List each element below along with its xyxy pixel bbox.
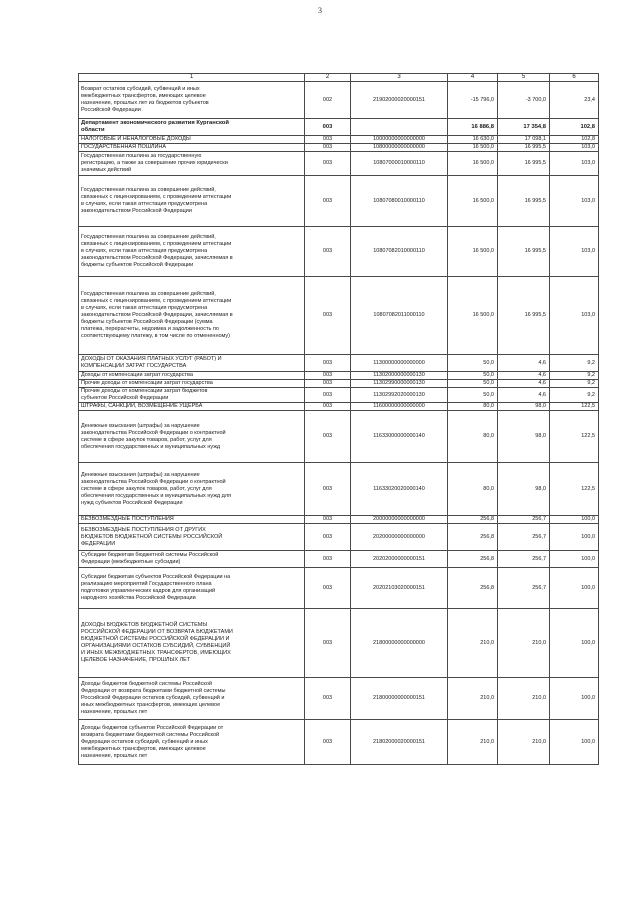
row-actual-value: 17 354,8 bbox=[498, 119, 550, 136]
table-row bbox=[79, 609, 599, 678]
row-actual-value: 256,7 bbox=[498, 516, 550, 524]
row-admin-code: 003 bbox=[305, 144, 351, 152]
row-percent-value: 9,2 bbox=[550, 355, 599, 372]
row-plan-value: -15 796,0 bbox=[448, 82, 498, 119]
table-row bbox=[79, 678, 599, 720]
header-row bbox=[79, 74, 599, 82]
table-row bbox=[79, 403, 599, 411]
row-classification-code: 10807000010000110 bbox=[351, 152, 448, 176]
row-actual-value: 4,6 bbox=[498, 355, 550, 372]
row-classification-code: 21902000020000151 bbox=[351, 82, 448, 119]
row-plan-value: 16 500,0 bbox=[448, 152, 498, 176]
row-percent-value: 9,2 bbox=[550, 372, 599, 380]
row-admin-code: 003 bbox=[305, 277, 351, 355]
row-name: ДОХОДЫ ОТ ОКАЗАНИЯ ПЛАТНЫХ УСЛУГ (РАБОТ) И КОМПЕНСАЦИИ ЗАТРАТ ГОСУДАРСТВА bbox=[79, 355, 305, 372]
row-actual-value: 16 995,5 bbox=[498, 227, 550, 277]
row-classification-code: 21800000000000000 bbox=[351, 609, 448, 678]
row-percent-value: 103,0 bbox=[550, 176, 599, 227]
row-admin-code: 003 bbox=[305, 551, 351, 568]
table-row bbox=[79, 277, 599, 355]
header-col-4: 4 bbox=[448, 74, 498, 82]
table-row bbox=[79, 380, 599, 388]
row-classification-code: 11302992020000130 bbox=[351, 388, 448, 403]
row-plan-value: 16 500,0 bbox=[448, 144, 498, 152]
row-plan-value: 16 500,0 bbox=[448, 176, 498, 227]
row-plan-value: 50,0 bbox=[448, 355, 498, 372]
row-percent-value: 9,2 bbox=[550, 388, 599, 403]
row-actual-value: 210,0 bbox=[498, 720, 550, 765]
row-plan-value: 16 500,0 bbox=[448, 227, 498, 277]
revenue-table bbox=[78, 73, 599, 765]
table-row bbox=[79, 568, 599, 609]
row-plan-value: 50,0 bbox=[448, 388, 498, 403]
row-plan-value: 16 500,0 bbox=[448, 277, 498, 355]
row-classification-code bbox=[351, 119, 448, 136]
row-admin-code: 003 bbox=[305, 463, 351, 516]
row-percent-value: 100,0 bbox=[550, 609, 599, 678]
row-name: Прочие доходы от компенсации затрат государства bbox=[79, 380, 305, 388]
row-plan-value: 80,0 bbox=[448, 403, 498, 411]
row-plan-value: 256,8 bbox=[448, 516, 498, 524]
row-name: Государственная пошлина за совершение действий, связанных с лицензированием, с проведением аттестации в случаях, если такая аттестация предусмотрена законодательством Российской Федерации, зачисляемая в бюджеты субъектов Российской Федерации (сумма платежа, перерасчеты, недоимка и задолженность по соответствующему платежу, в том числе по отмененному) bbox=[79, 277, 305, 355]
header-col-2: 2 bbox=[305, 74, 351, 82]
row-admin-code: 003 bbox=[305, 372, 351, 380]
row-classification-code: 20000000000000000 bbox=[351, 516, 448, 524]
table-row bbox=[79, 372, 599, 380]
row-name: БЕЗВОЗМЕЗДНЫЕ ПОСТУПЛЕНИЯ ОТ ДРУГИХ БЮДЖЕТОВ БЮДЖЕТНОЙ СИСТЕМЫ РОССИЙСКОЙ ФЕДЕРАЦИИ bbox=[79, 524, 305, 551]
row-plan-value: 50,0 bbox=[448, 372, 498, 380]
row-classification-code: 10800000000000000 bbox=[351, 144, 448, 152]
row-name: Доходы бюджетов бюджетной системы Российской Федерации от возврата бюджетами бюджетной системы Российской Федерации остатков субсидий, субвенций и иных межбюджетных трансфертов, имеющих целевое назначение, прошлых лет bbox=[79, 678, 305, 720]
row-classification-code: 21800000000000151 bbox=[351, 678, 448, 720]
row-percent-value: 102,8 bbox=[550, 119, 599, 136]
row-admin-code: 002 bbox=[305, 82, 351, 119]
row-name: Субсидии бюджетам бюджетной системы Российской Федерации (межбюджетные субсидии) bbox=[79, 551, 305, 568]
row-actual-value: 16 995,5 bbox=[498, 152, 550, 176]
row-percent-value: 102,8 bbox=[550, 136, 599, 144]
row-plan-value: 50,0 bbox=[448, 380, 498, 388]
row-actual-value: 210,0 bbox=[498, 609, 550, 678]
row-admin-code: 003 bbox=[305, 152, 351, 176]
row-name: Доходы от компенсации затрат государства bbox=[79, 372, 305, 380]
row-admin-code: 003 bbox=[305, 516, 351, 524]
row-percent-value: 122,5 bbox=[550, 411, 599, 463]
table-row bbox=[79, 152, 599, 176]
row-name: Государственная пошлина за совершение действий, связанных с лицензированием, с проведением аттестации в случаях, если такая аттестация предусмотрена законодательством Российской Федерации bbox=[79, 176, 305, 227]
row-plan-value: 256,8 bbox=[448, 568, 498, 609]
row-admin-code: 003 bbox=[305, 720, 351, 765]
row-admin-code: 003 bbox=[305, 380, 351, 388]
row-classification-code: 11600000000000000 bbox=[351, 403, 448, 411]
row-name: Денежные взыскания (штрафы) за нарушение законодательства Российской Федерации о контрактной системе в сфере закупок товаров, работ, услуг для обеспечения государственных и муниципальных нужд bbox=[79, 411, 305, 463]
row-classification-code: 20200000000000000 bbox=[351, 524, 448, 551]
header-col-6: 6 bbox=[550, 74, 599, 82]
row-name: ДОХОДЫ БЮДЖЕТОВ БЮДЖЕТНОЙ СИСТЕМЫ РОССИЙСКОЙ ФЕДЕРАЦИИ ОТ ВОЗВРАТА БЮДЖЕТАМИ БЮДЖЕТНОЙ СИСТЕМЫ РОССИЙСКОЙ ФЕДЕРАЦИИ И ОРГАНИЗАЦИЯМИ ОСТАТКОВ СУБСИДИЙ, СУБВЕНЦИЙ И ИНЫХ МЕЖБЮДЖЕТНЫХ ТРАНСФЕРТОВ, ИМЕЮЩИХ ЦЕЛЕВОЕ НАЗНАЧЕНИЕ, ПРОШЛЫХ ЛЕТ bbox=[79, 609, 305, 678]
table-row bbox=[79, 463, 599, 516]
row-actual-value: 98,0 bbox=[498, 411, 550, 463]
table-row bbox=[79, 176, 599, 227]
row-actual-value: 256,7 bbox=[498, 524, 550, 551]
row-classification-code: 10807080010000110 bbox=[351, 176, 448, 227]
row-actual-value: 256,7 bbox=[498, 551, 550, 568]
row-admin-code: 003 bbox=[305, 119, 351, 136]
row-percent-value: 100,0 bbox=[550, 551, 599, 568]
row-actual-value: 4,6 bbox=[498, 388, 550, 403]
row-actual-value: 256,7 bbox=[498, 568, 550, 609]
row-percent-value: 9,2 bbox=[550, 380, 599, 388]
row-classification-code: 11302990000000130 bbox=[351, 380, 448, 388]
row-admin-code: 003 bbox=[305, 227, 351, 277]
row-name: Департамент экономического развития Курганской области bbox=[79, 119, 305, 136]
row-admin-code: 003 bbox=[305, 355, 351, 372]
row-actual-value: 16 995,5 bbox=[498, 144, 550, 152]
row-actual-value: -3 700,0 bbox=[498, 82, 550, 119]
row-plan-value: 210,0 bbox=[448, 609, 498, 678]
row-admin-code: 003 bbox=[305, 524, 351, 551]
row-name: БЕЗВОЗМЕЗДНЫЕ ПОСТУПЛЕНИЯ bbox=[79, 516, 305, 524]
row-admin-code: 003 bbox=[305, 136, 351, 144]
page-number: 3 bbox=[318, 6, 322, 15]
row-classification-code: 11300000000000000 bbox=[351, 355, 448, 372]
row-name: ГОСУДАРСТВЕННАЯ ПОШЛИНА bbox=[79, 144, 305, 152]
row-actual-value: 17 098,1 bbox=[498, 136, 550, 144]
row-percent-value: 100,0 bbox=[550, 678, 599, 720]
row-admin-code: 003 bbox=[305, 411, 351, 463]
row-percent-value: 100,0 bbox=[550, 524, 599, 551]
row-plan-value: 16 886,8 bbox=[448, 119, 498, 136]
table-row bbox=[79, 411, 599, 463]
row-name: Государственная пошлина за государственную регистрацию, а также за совершение прочих юридически значимых действий bbox=[79, 152, 305, 176]
row-name: Субсидии бюджетам субъектов Российской Федерации на реализацию мероприятий Государственного плана подготовки управленческих кадров для организаций народного хозяйства Российской Федерации bbox=[79, 568, 305, 609]
row-admin-code: 003 bbox=[305, 176, 351, 227]
row-classification-code: 10000000000000000 bbox=[351, 136, 448, 144]
row-plan-value: 16 630,0 bbox=[448, 136, 498, 144]
row-name: Доходы бюджетов субъектов Российской Федерации от возврата бюджетами бюджетной системы Российской Федерации остатков субсидий, субвенций и иных межбюджетных трансфертов, имеющих целевое назначение, прошлых лет bbox=[79, 720, 305, 765]
row-admin-code: 003 bbox=[305, 678, 351, 720]
row-admin-code: 003 bbox=[305, 568, 351, 609]
row-classification-code: 11302000000000130 bbox=[351, 372, 448, 380]
row-percent-value: 122,5 bbox=[550, 403, 599, 411]
row-admin-code: 003 bbox=[305, 403, 351, 411]
row-name: ШТРАФЫ, САНКЦИИ, ВОЗМЕЩЕНИЕ УЩЕРБА bbox=[79, 403, 305, 411]
row-actual-value: 98,0 bbox=[498, 403, 550, 411]
table-row bbox=[79, 516, 599, 524]
row-name: Государственная пошлина за совершение действий, связанных с лицензированием, с проведением аттестации в случаях, если такая аттестация предусмотрена законодательством Российской Федерации, зачисляемая в бюджеты субъектов Российской Федерации bbox=[79, 227, 305, 277]
row-plan-value: 256,8 bbox=[448, 524, 498, 551]
row-percent-value: 100,0 bbox=[550, 568, 599, 609]
table-row bbox=[79, 82, 599, 119]
table-row bbox=[79, 144, 599, 152]
row-plan-value: 210,0 bbox=[448, 678, 498, 720]
row-classification-code: 11633020020000140 bbox=[351, 463, 448, 516]
row-actual-value: 16 995,5 bbox=[498, 277, 550, 355]
row-actual-value: 210,0 bbox=[498, 678, 550, 720]
row-admin-code: 003 bbox=[305, 609, 351, 678]
header-col-5: 5 bbox=[498, 74, 550, 82]
row-percent-value: 23,4 bbox=[550, 82, 599, 119]
row-percent-value: 100,0 bbox=[550, 720, 599, 765]
row-percent-value: 103,0 bbox=[550, 227, 599, 277]
row-actual-value: 4,6 bbox=[498, 380, 550, 388]
row-admin-code: 003 bbox=[305, 388, 351, 403]
table-row bbox=[79, 227, 599, 277]
table-row bbox=[79, 355, 599, 372]
row-classification-code: 21802000020000151 bbox=[351, 720, 448, 765]
row-classification-code: 11633000000000140 bbox=[351, 411, 448, 463]
table-row bbox=[79, 119, 599, 136]
row-classification-code: 20202000000000151 bbox=[351, 551, 448, 568]
header-col-1: 1 bbox=[79, 74, 305, 82]
row-percent-value: 103,0 bbox=[550, 152, 599, 176]
header-col-3: 3 bbox=[351, 74, 448, 82]
row-name: Денежные взыскания (штрафы) за нарушение законодательства Российской Федерации о контрактной системе в сфере закупок товаров, работ, услуг для обеспечения государственных и муниципальных нужд для нужд субъектов Российской Федерации bbox=[79, 463, 305, 516]
table-row bbox=[79, 388, 599, 403]
row-percent-value: 100,0 bbox=[550, 516, 599, 524]
row-plan-value: 256,8 bbox=[448, 551, 498, 568]
row-classification-code: 10807082011000110 bbox=[351, 277, 448, 355]
table-row bbox=[79, 524, 599, 551]
row-classification-code: 10807082010000110 bbox=[351, 227, 448, 277]
row-name: Возврат остатков субсидий, субвенций и иных межбюджетных трансфертов, имеющих целевое назначение, прошлых лет из бюджетов субъектов Российской Федерации bbox=[79, 82, 305, 119]
row-name: Прочие доходы от компенсации затрат бюджетов субъектов Российской Федерации bbox=[79, 388, 305, 403]
table-row bbox=[79, 720, 599, 765]
row-name: НАЛОГОВЫЕ И НЕНАЛОГОВЫЕ ДОХОДЫ bbox=[79, 136, 305, 144]
row-percent-value: 103,0 bbox=[550, 144, 599, 152]
row-plan-value: 210,0 bbox=[448, 720, 498, 765]
row-plan-value: 80,0 bbox=[448, 411, 498, 463]
table-row bbox=[79, 551, 599, 568]
row-actual-value: 16 995,5 bbox=[498, 176, 550, 227]
row-plan-value: 80,0 bbox=[448, 463, 498, 516]
row-percent-value: 103,0 bbox=[550, 277, 599, 355]
table-row bbox=[79, 136, 599, 144]
row-actual-value: 4,6 bbox=[498, 372, 550, 380]
row-percent-value: 122,5 bbox=[550, 463, 599, 516]
row-actual-value: 98,0 bbox=[498, 463, 550, 516]
row-classification-code: 20202103020000151 bbox=[351, 568, 448, 609]
